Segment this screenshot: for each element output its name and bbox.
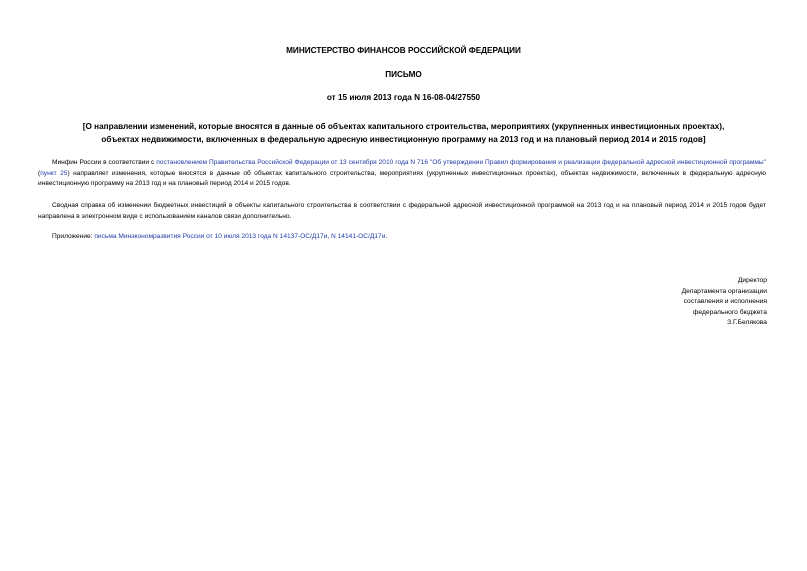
signature-line-4: федерального бюджета xyxy=(692,308,767,316)
ministry-title: МИНИСТЕРСТВО ФИНАНСОВ РОССИЙСКОЙ ФЕДЕРАЦИИ xyxy=(286,46,521,55)
paragraph-2 xyxy=(38,201,766,222)
link-government-decree[interactable]: постановлением Правительства Российской Федерации от 13 сентября 2010 года N 716 "Об утверждении Правил формирования и реализации федеральной адресной инвестиционной программы" xyxy=(156,159,766,166)
signature-line-3: составления и исполнения xyxy=(683,298,767,306)
paragraph-2-text: Сводная справка об изменении бюджетных инвестиций в объекты капитального строительства в соответствии с федеральной адресной инвестиционной программой на 2013 год и на плановый период 2014 и 2015 годов будет направлена в электронном виде с использованием каналов связи дополнительно. xyxy=(38,202,766,220)
attachment-label: Приложение: xyxy=(52,233,95,240)
signature-name: З.Г.Белякова xyxy=(727,319,767,327)
signature-line-2: Департамента организации xyxy=(681,287,767,295)
link-clause-25[interactable]: пункт 25 xyxy=(40,169,68,177)
subject-line-1: [О направлении изменений, которые вносятся в данные об объектах капитального строительства, мероприятиях (укрупненных инвестиционных проектах), xyxy=(82,122,725,131)
paragraph-3-end: . xyxy=(385,233,388,240)
signature-line-1: Директор xyxy=(737,277,767,284)
paragraph-1 xyxy=(38,158,766,190)
document-date-number: от 15 июля 2013 года N 16-08-04/27550 xyxy=(326,93,481,102)
paragraph-1-end: ) направляет изменения, которые вносятся в данные об объектах капитального строительства, мероприятиях (укрупненных инвестиционных проектах), объектах недвижимости, включенных в федеральную адресную инвестиционную программу на 2013 год и на плановый период 2014 и 2015 годов. xyxy=(38,169,767,188)
subject-line-2: объектах недвижимости, включенных в федеральную адресную инвестиционную программу на 2013 год и на плановый период 2014 и 2015 годов] xyxy=(101,134,706,144)
signature-block xyxy=(567,276,767,329)
document-type: ПИСЬМО xyxy=(385,70,422,79)
document-subject xyxy=(50,121,757,146)
link-ministry-letters[interactable]: письма Минэкономразвития России от 10 июля 2013 года N 14137-ОС/Д17и, N 14141-ОС/Д17и xyxy=(94,233,386,240)
paragraph-3 xyxy=(38,232,766,243)
paragraph-1-start: Минфин России в соответствии с xyxy=(52,159,157,166)
paragraph-1-mid: ( xyxy=(38,169,41,177)
